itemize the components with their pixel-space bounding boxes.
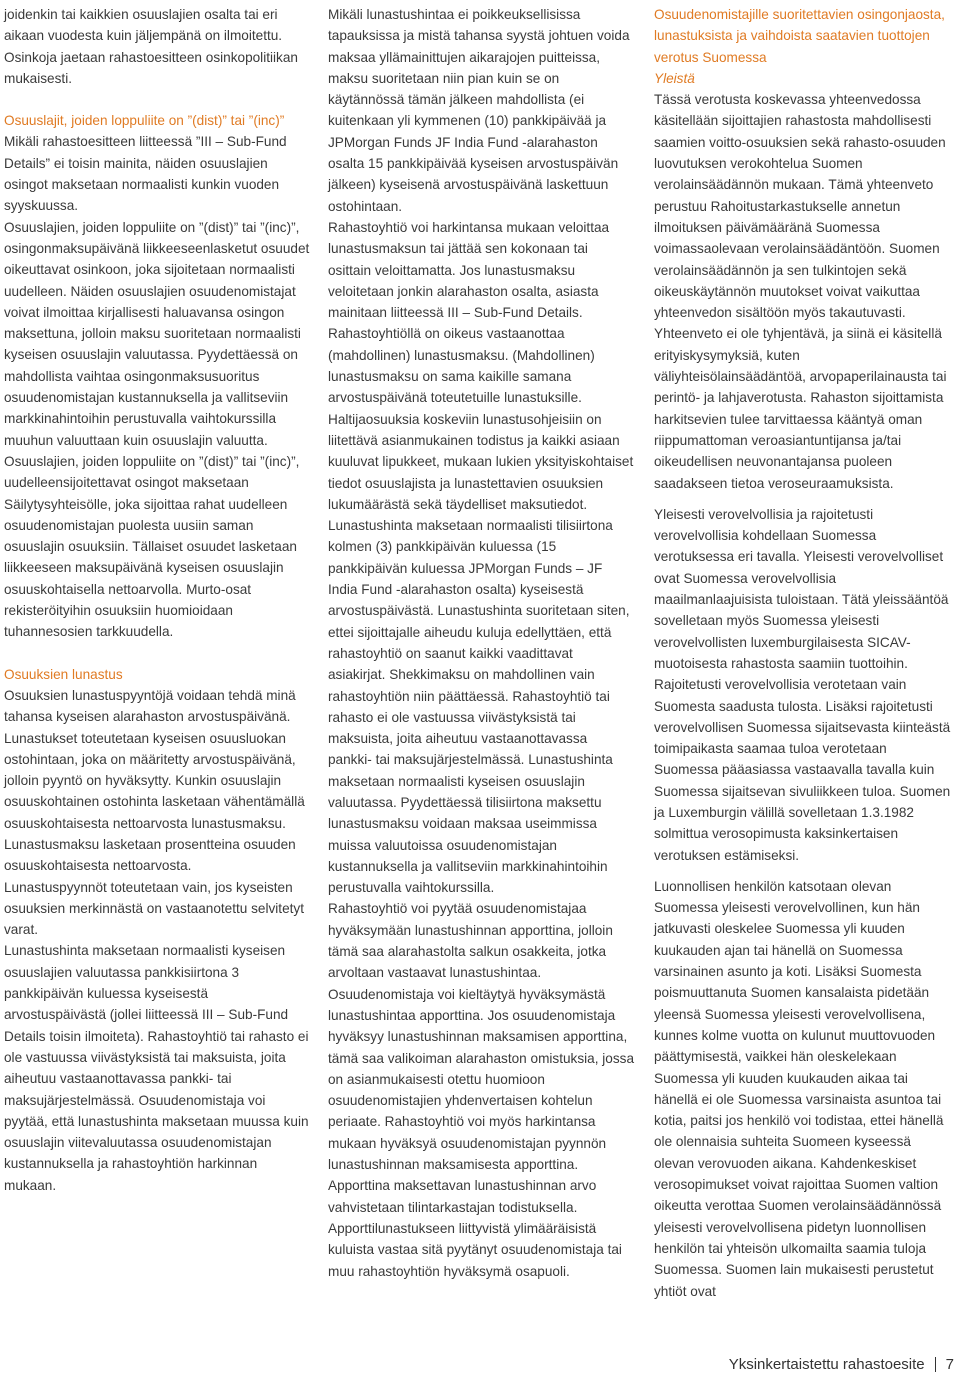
page-number: 7 [945, 1356, 954, 1373]
paragraph: Rahastoyhtiö voi harkintansa mukaan veloittaa lunastusmaksun tai jättää sen kokonaan tai osittain veloittamatta. Jos lunastusmaksu veloitetaan jonkin alarahaston osalta, asiasta mainitaan liitteessä III – Sub-Fund Details. Rahastoyhtiöllä on oikeus vastaanottaa (mahdollinen) lunastusmaksu. (Mahdollinen) lunastusmaksu on sama kaikille samana arvostuspäivänä toteutetuille lunastuksille. [328, 219, 610, 406]
column-left [4, 4, 310, 1196]
column-right [654, 4, 954, 1302]
page-footer [729, 1356, 954, 1373]
paragraph: Lunastushinta maksetaan normaalisti tilisiirtona kolmen (3) pankkipäivän kuluessa (15 pankkipäivän kuluessa JPMorgan Funds – JF India Fund -alarahaston osalta) kyseisestä arvostuspäivästä. Lunastushinta suoritetaan siten, ettei sijoittajalle aiheudu kuluja edellyttäen, että rahastoyhtiö on saanut kaikki vaadittavat asiakirjat. Shekkimaksu on mahdollinen vain rahastoyhtiön niin päättäessä. Rahastoyhtiö tai rahasto ei ole vastuussa viivästyksistä tai maksuista, joita aiheutuu vastaanottavassa pankki- tai maksujärjestelmässä. Lunastushinta maksetaan normaalisti kyseisen osuuslajin valuutassa. Pyydettäessä tilisiirtona maksettu lunastusmaksu voidaan maksaa useimmissa muissa valuutoissa osuudenomistajan kustannuksella ja vallitseviin markkinahintoihin perustuvalla vaihtokurssilla. [328, 518, 630, 896]
subheading-yleista: Yleistä [654, 70, 695, 86]
paragraph: Osuuksien lunastuspyyntöjä voidaan tehdä minä tahansa kyseisen alarahaston arvostuspäivänä. Lunastukset toteutetaan kyseisen osuusluokan ostohintaan, joka on määritetty arvostuspäivänä, jolloin pyyntö on hyväksytty. Kunkin osuuslajin osuuskohtainen ostohinta lasketaan vähentämällä osuuskohtaisesta nettoarvosta lunastusmaksu. Lunastusmaksu lasketaan prosentteina osuuden osuuskohtaisesta nettoarvosta. [4, 687, 305, 874]
section-heading-verotus: Osuudenomistajille suoritettavien osingonjaosta, lunastuksista ja vaihdoista saatavien tuottojen verotus Suomessa [654, 7, 945, 65]
paragraph: Luonnollisen henkilön katsotaan olevan Suomessa yleisesti verovelvollinen, kun hän jatkuvasti oleskelee Suomessa yli kuuden kuukauden ajan tai hänellä on Suomessa varsinainen asunto ja koti. Lisäksi Suomesta poismuuttanuta Suomen kansalaista pidetään yleensä Suomessa yleisesti verovelvollisena, kunnes kolme vuotta on kulunut muuttovuoden päättymisestä, vaikkei hän oleskelekaan Suomessa yli kuuden kuukauden aikaa tai hänellä ei ole Suomessa varsinaista asuntoa tai kotia, paitsi jos henkilö voi todistaa, ettei hänellä ole olennaisia suhteita Suomeen kyseessä olevan verovuoden aikana. Kahdenkeskiset verosopimukset voivat rajoittaa Suomen valtion oikeutta verottaa Suomen verolainsäädännössä yleisesti verovelvollisena pidetyn luonnollisen henkilön tai yhteisön ulkomailta saamia tuloja Suomessa. Suomen lain mukaisesti perustetut yhtiöt ovat [654, 878, 944, 1299]
section-heading-dist-inc: Osuuslajit, joiden loppuliite on ”(dist)” tai ”(inc)” [4, 113, 285, 129]
paragraph: Osuuslajien, joiden loppuliite on ”(dist)” tai ”(inc)”, osingonmaksupäivänä liikkeeseenlasketut osuudet oikeuttavat osinkoon, joka sijoitetaan normaalisti uudelleen. Näiden osuuslajien osuudenomistajat voivat ilmoittaa kirjallisesti haluavansa osingon maksettuna, jolloin maksu suoritetaan normaalisti kyseisen osuuslajin valuutassa. Pyydettäessä on mahdollista vaihtaa osingonmaksusuoritus osuudenomistajan kustannuksella ja vallitseviin markkinahintoihin perustuvalla vaihtokurssilla muuhun valuuttaan kuin osuuslajin valuutta. [4, 219, 310, 448]
footer-divider [935, 1357, 936, 1372]
paragraph: Haltijaosuuksia koskeviin lunastusohjeisiin on liitettävä asianmukainen todistus ja kaikki asiaan kuuluvat lipukkeet, mukaan lukien yksityiskohtaiset tiedot osuuslajista ja lunastettavien osuuksien lukumäärästä sekä täydelliset maksutiedot. [328, 411, 634, 512]
paragraph: Rahastoyhtiö voi pyytää osuudenomistajaa hyväksymään lunastushinnan apporttina, jolloin tämä saa alarahastolta salkun osakkeita, jotka arvoltaan vastaavat lunastushintaa. Osuudenomistaja voi kieltäytyä hyväksymästä lunastushintaa apporttina. Jos osuudenomistaja hyväksyy lunastushinnan maksamisen apporttina, tämä saa valikoiman alarahaston omistuksia, jossa on asianmukaisesti otettu huomioon osuudenomistajien yhdenvertaisen kohtelun periaate. Rahastoyhtiö voi myös harkintansa mukaan hyväksyä osuudenomistajan pyynnön lunastushinnan maksamisesta apporttina. Apporttina maksettavan lunastushinnan arvo vahvistetaan tilintarkastajan todistuksella. [328, 901, 635, 1215]
section-heading-lunastus: Osuuksien lunastus [4, 666, 123, 682]
paragraph: Osuuslajien, joiden loppuliite on ”(dist)” tai ”(inc)”, uudelleensijoitettavat osingot maksetaan Säilytysyhteisölle, joka sijoittaa rahat uudelleen osuudenomistajan puolesta uusiin saman osuuslajin osuuksiin. Tällaiset osuudet lasketaan liikkeeseen maksupäivänä kyseisen osuuslajin osuuskohtaisella nettoarvolla. Murto-osat rekisteröityihin osuuksiin huomioidaan tuhannesosien tarkkuudella. [4, 453, 300, 640]
paragraph: Apporttilunastukseen liittyvistä ylimääräisistä kuluista vastaa sitä pyytänyt osuudenomistaja tai muu rahastoyhtiön hyväksymä osapuoli. [328, 1220, 622, 1279]
paragraph: Mikäli lunastushintaa ei poikkeuksellisissa tapauksissa ja mistä tahansa syystä johtuen voida maksaa yllämainittujen aikarajojen puitteissa, maksu suoritetaan niin pian kuin se on käytännössä tämän jälkeen mahdollista (ei kuitenkaan yli kymmenen (10) pankkipäivää ja JPMorgan Funds JF India Fund -alarahaston osalta 15 pankkipäivää kyseisen arvostuspäivän jälkeen) kyseisenä arvostuspäivänä laskettuun ostohintaan. [328, 7, 630, 214]
paragraph: Lunastuspyynnöt toteutetaan vain, jos kyseisten osuuksien merkinnästä on vastaanotettu selvitetyt varat. [4, 879, 304, 938]
paragraph: Yleisesti verovelvollisia ja rajoitetusti verovelvollisia kohdellaan Suomessa verotuksessa eri tavalla. Yleisesti verovelvolliset ovat Suomessa verovelvollisia maailmanlaajuisista tuloistaan. Tätä yleissääntöä sovelletaan myös Suomessa yleisesti verovelvollisten luxemburgilaisesta SICAV-muotoisesta rahastosta saamiin tuottoihin. Rajoitetusti verovelvollisia verotetaan vain Suomesta saadusta tulosta. Lisäksi rajoitetusti verovelvollisen Suomessa sijaitsevasta kiinteästä toimipaikasta saamaa tuloa verotetaan Suomessa pääasiassa vastaavalla tavalla kuin Suomessa sijaitsevan sivuliikkeen tuloa. Suomen ja Luxemburgin välillä sovelletaan 1.3.1982 solmittua verosopimusta kaksinkertaisen verotuksen estämiseksi. [654, 506, 951, 863]
paragraph: Tässä verotusta koskevassa yhteenvedossa käsitellään sijoittajien rahastosta mahdollisesti saamien voitto-osuuksien sekä rahasto-osuuden luovutuksen verokohtelua Suomen verolainsäädännön mukaan. Tämä yhteenveto perustuu Rahoitustarkastukselle annetun ilmoituksen päivämääränä Suomessa voimassaolevaan verolainsäädäntöön. Suomen verolainsäädännön ja sen tulkintojen sekä oikeuskäytännön muutokset voivat vaikuttaa yhteenvedon sisältöön myös takautuvasti. Yhteenveto ei ole tyhjentävä, ja siinä ei käsitellä erityiskysymyksiä, kuten väliyhteisölainsäädäntöä, arvopaperilainausta tai perintö- ja lahjaverotusta. Rahaston sijoittamista harkitsevien tulee tarvittaessa kääntyä oman riippumattoman veroasiantuntijansa ja/tai oikeudellisen neuvonantajansa puoleen saadakseen tietoa veroseuraamuksista. [654, 92, 947, 491]
paragraph: Mikäli rahastoesitteen liitteessä ”III – Sub-Fund Details” ei toisin mainita, näiden osuuslajien osingot maksetaan normaalisti kunkin vuoden syyskuussa. [4, 134, 287, 214]
paragraph: joidenkin tai kaikkien osuuslajien osalta tai eri aikaan vuodesta kuin jäljempänä on ilmoitettu. Osinkoja jaetaan rahastoesitteen osinkopolitiikan mukaisesti. [4, 7, 298, 86]
footer-title: Yksinkertaistettu rahastoesite [728, 1356, 925, 1373]
column-middle [328, 4, 634, 1282]
paragraph: Lunastushinta maksetaan normaalisti kyseisen osuuslajien valuutassa pankkisiirtona 3 pankkipäivän kuluessa kyseisestä arvostuspäivästä (jollei liitteessä III – Sub-Fund Details toisin ilmoiteta). Rahastoyhtiö tai rahasto ei ole vastuussa viivästyksistä tai maksuista, joita aiheutuu vastaanottavassa pankki- tai maksujärjestelmässä. Osuudenomistaja voi pyytää, että lunastushinta maksetaan muussa kuin osuuslajin viitevaluutassa osuudenomistajan kustannuksella ja rahastoyhtiön harkinnan mukaan. [4, 943, 309, 1193]
